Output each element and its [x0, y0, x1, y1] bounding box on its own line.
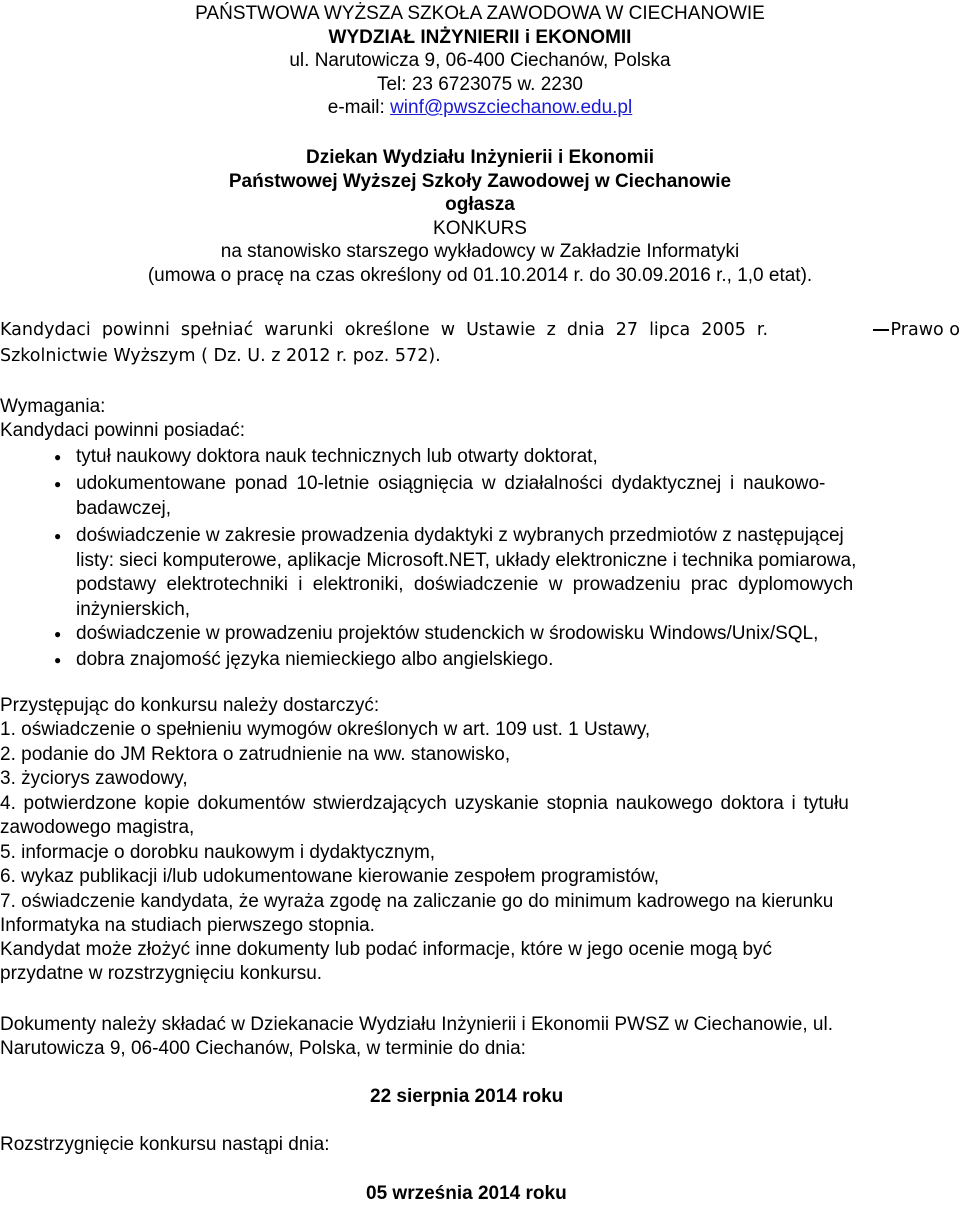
document-item-7-cont: Informatyka na studiach pierwszego stopnia.: [0, 915, 375, 936]
dash-mark: [873, 329, 889, 331]
requirement-text-cont: listy: sieci komputerowe, aplikacje Microsoft.NET, układy elektroniczne i technika pomiarowa,: [76, 549, 857, 571]
requirement-text-cont: podstawy elektrotechniki i elektroniki, doświadczenie w prowadzeniu prac dyplomowych: [76, 574, 854, 595]
document-item-4: 4. potwierdzone kopie dokumentów stwierdzających uzyskanie stopnia naukowego doktora i tytułu: [0, 793, 849, 814]
law-paragraph-line-2: Szkolnictwie Wyższym ( Dz. U. z 2012 r. poz. 572).: [0, 346, 441, 366]
bullet-icon: ●: [54, 627, 62, 641]
document-item-7: 7. oświadczenie kandydata, że wyraża zgodę na zaliczanie go do minimum kadrowego na kierunku: [0, 891, 834, 912]
law-text-b: [873, 318, 960, 342]
requirement-text: doświadczenie w prowadzeniu projektów studenckich w środowisku Windows/Unix/SQL,: [76, 623, 819, 644]
requirement-item-3: [54, 524, 960, 622]
header-line-1: PAŃSTWOWA WYŻSZA SZKOŁA ZAWODOWA W CIECHANOWIE: [195, 3, 765, 24]
header-address: ul. Narutowicza 9, 06-400 Ciechanów, Polska: [289, 50, 671, 71]
documents-extra: Kandydat może złożyć inne dokumenty lub podać informacje, które w jego ocenie mogą być: [0, 939, 773, 960]
document-item-1: 1. oświadczenie o spełnieniu wymogów określonych w art. 109 ust. 1 Ustawy,: [0, 719, 651, 740]
requirement-item-4: [54, 622, 960, 647]
submission-line-1: Dokumenty należy składać w Dziekanacie Wydziału Inżynierii i Ekonomii PWSZ w Ciechanowie, ul.: [0, 1014, 833, 1035]
requirement-text-cont: badawczej,: [76, 497, 172, 519]
header-phone: Tel: 23 6723075 w. 2230: [376, 73, 583, 95]
email-link[interactable]: winf@pwszciechanow.edu.pl: [390, 97, 633, 118]
announcement-line-2: Państwowej Wyższej Szkoły Zawodowej w Ciechanowie: [228, 170, 732, 192]
law-text-a: Kandydaci powinni spełniać warunki określone w Ustawie z dnia 27 lipca 2005 r.: [0, 320, 769, 340]
document-item-3: 3. życiorys zawodowy,: [0, 768, 188, 789]
announcement-line-4: KONKURS: [433, 217, 527, 239]
requirement-item-5: [54, 648, 960, 673]
documents-intro: Przystępując do konkursu należy dostarczyć:: [0, 695, 380, 716]
requirement-text: dobra znajomość języka niemieckiego albo angielskiego.: [76, 649, 554, 670]
announcement-line-6: (umowa o pracę na czas określony od 01.10.2014 r. do 30.09.2016 r., 1,0 etat).: [147, 264, 813, 286]
announcement-line-1: Dziekan Wydziału Inżynierii i Ekonomii: [305, 147, 655, 168]
requirement-item-1: [54, 445, 960, 470]
requirements-title: Wymagania:: [0, 396, 106, 417]
deadline-date: 22 sierpnia 2014 roku: [370, 1086, 564, 1107]
email-label: e-mail:: [327, 97, 391, 118]
document-item-6: 6. wykaz publikacji i/lub udokumentowane kierowanie zespołem programistów,: [0, 866, 659, 887]
result-date: 05 września 2014 roku: [366, 1183, 567, 1204]
submission-line-2: Narutowicza 9, 06-400 Ciechanów, Polska, w terminie do dnia:: [0, 1038, 526, 1059]
requirement-text-cont: inżynierskich,: [76, 598, 191, 620]
bullet-icon: ●: [54, 477, 62, 491]
requirement-text: doświadczenie w zakresie prowadzenia dydaktyki z wybranych przedmiotów z następującej: [76, 525, 844, 546]
header-email-line: [0, 96, 960, 120]
requirement-text: tytuł naukowy doktora nauk technicznych lub otwarty doktorat,: [76, 446, 598, 467]
announcement-line-5: na stanowisko starszego wykładowcy w Zakładzie Informatyki: [220, 241, 740, 262]
requirements-intro: Kandydaci powinni posiadać:: [0, 420, 246, 441]
requirement-text: udokumentowane ponad 10-letnie osiągnięcia w działalności dydaktycznej i naukowo-: [76, 473, 826, 494]
result-label: Rozstrzygnięcie konkursu nastąpi dnia:: [0, 1134, 330, 1155]
announcement-block: [0, 146, 960, 287]
document-item-5: 5. informacje o dorobku naukowym i dydaktycznym,: [0, 842, 436, 863]
law-text-b-label: Prawo o: [890, 320, 960, 340]
document-item-2: 2. podanie do JM Rektora o zatrudnienie na ww. stanowisko,: [0, 744, 511, 765]
announcement-line-3: ogłasza: [445, 194, 515, 215]
documents-extra-cont: przydatne w rozstrzygnięciu konkursu.: [0, 963, 323, 984]
bullet-icon: ●: [54, 653, 62, 667]
document-item-4-cont: zawodowego magistra,: [0, 817, 195, 838]
bullet-icon: ●: [54, 450, 62, 464]
institution-header: [0, 2, 960, 120]
header-line-2: WYDZIAŁ INŻYNIERII i EKONOMII: [328, 26, 632, 48]
bullet-icon: ●: [54, 529, 62, 543]
requirement-item-2: [54, 472, 960, 521]
